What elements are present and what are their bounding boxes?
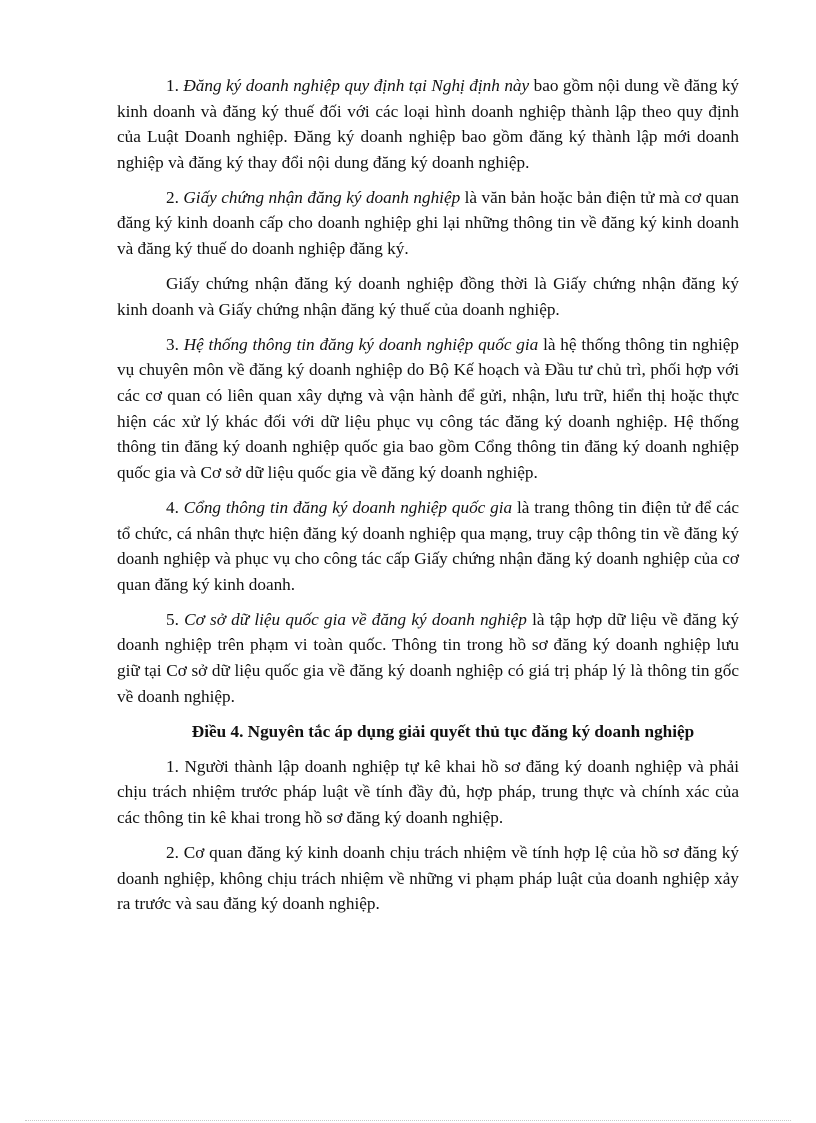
definition-paragraph-1 (117, 73, 739, 175)
page-bottom-divider (25, 1120, 791, 1121)
defined-term: Giấy chứng nhận đăng ký doanh nghiệp (183, 187, 461, 207)
defined-term: Cơ sở dữ liệu quốc gia về đăng ký doanh nghiệp (184, 609, 527, 629)
paragraph-text: 2. Cơ quan đăng ký kinh doanh chịu trách nhiệm về tính hợp lệ của hồ sơ đăng ký doanh nghiệp, không chịu trách nhiệm về những vi phạm pháp luật của doanh nghiệp xảy ra trước và sau đăng ký doanh nghiệp. (117, 843, 739, 914)
paragraph-text: Giấy chứng nhận đăng ký doanh nghiệp đồng thời là Giấy chứng nhận đăng ký kinh doanh và Giấy chứng nhận đăng ký thuế của doanh nghiệp. (117, 274, 739, 319)
definition-paragraph-2-note (117, 271, 739, 322)
definition-paragraph-4 (117, 495, 739, 597)
paragraph-number: 5. (166, 609, 179, 629)
defined-term: Đăng ký doanh nghiệp quy định tại Nghị định này (183, 76, 530, 95)
article-heading: Điều 4. Nguyên tắc áp dụng giải quyết thủ tục đăng ký doanh nghiệp (191, 721, 695, 741)
paragraph-text: là trang thông tin điện tử để các tổ chức, cá nhân thực hiện đăng ký doanh nghiệp qua mạng, truy cập thông tin về đăng ký doanh nghiệp và phục vụ cho công tác cấp Giấy chứng nhận đăng ký doanh nghiệp của cơ quan đăng ký kinh doanh. (117, 497, 740, 594)
principle-paragraph-2 (117, 840, 739, 917)
paragraph-text: là hệ thống thông tin nghiệp vụ chuyên môn về đăng ký doanh nghiệp do Bộ Kế hoạch và Đầu tư chủ trì, phối hợp với các cơ quan có liên quan xây dựng và vận hành để gửi, nhận, lưu trữ, hiển thị hoặc thực hiện các xử lý khác đối với dữ liệu phục vụ công tác đăng ký doanh nghiệp. Hệ thống thông tin đăng ký doanh nghiệp quốc gia bao gồm Cổng thông tin đăng ký doanh nghiệp quốc gia và Cơ sở dữ liệu quốc gia về đăng ký doanh nghiệp. (117, 334, 739, 482)
defined-term: Cổng thông tin đăng ký doanh nghiệp quốc gia (183, 497, 513, 517)
defined-term: Hệ thống thông tin đăng ký doanh nghiệp quốc gia (183, 334, 539, 354)
paragraph-text: 1. Người thành lập doanh nghiệp tự kê khai hồ sơ đăng ký doanh nghiệp và phải chịu trách nhiệm trước pháp luật về tính đầy đủ, hợp pháp, trung thực và chính xác của các thông tin kê khai trong hồ sơ đăng ký doanh nghiệp. (117, 756, 739, 827)
paragraph-number: 4. (166, 497, 179, 517)
definition-paragraph-5 (117, 607, 739, 709)
paragraph-number: 3. (166, 334, 179, 354)
document-page (117, 73, 739, 926)
paragraph-number: 2. (166, 187, 179, 207)
definition-paragraph-3 (117, 332, 739, 486)
paragraph-number: 1. (166, 76, 179, 95)
paragraph-text: là văn bản hoặc bản điện tử mà cơ quan đăng ký kinh doanh cấp cho doanh nghiệp ghi lại những thông tin về đăng ký kinh doanh và đăng ký thuế do doanh nghiệp đăng ký. (117, 187, 740, 259)
paragraph-text: bao gồm nội dung về đăng ký kinh doanh và đăng ký thuế đối với các loại hình doanh nghiệp thành lập theo quy định của Luật Doanh nghiệp. Đăng ký doanh nghiệp bao gồm đăng ký thành lập mới doanh nghiệp và đăng ký thay đổi nội dung đăng ký doanh nghiệp. (117, 76, 740, 172)
paragraph-text: là tập hợp dữ liệu về đăng ký doanh nghiệp trên phạm vi toàn quốc. Thông tin trong hồ sơ đăng ký doanh nghiệp lưu giữ tại Cơ sở dữ liệu quốc gia về đăng ký doanh nghiệp có giá trị pháp lý là thông tin gốc về doanh nghiệp. (117, 609, 740, 706)
principle-paragraph-1 (117, 754, 739, 831)
definition-paragraph-2 (117, 185, 739, 262)
